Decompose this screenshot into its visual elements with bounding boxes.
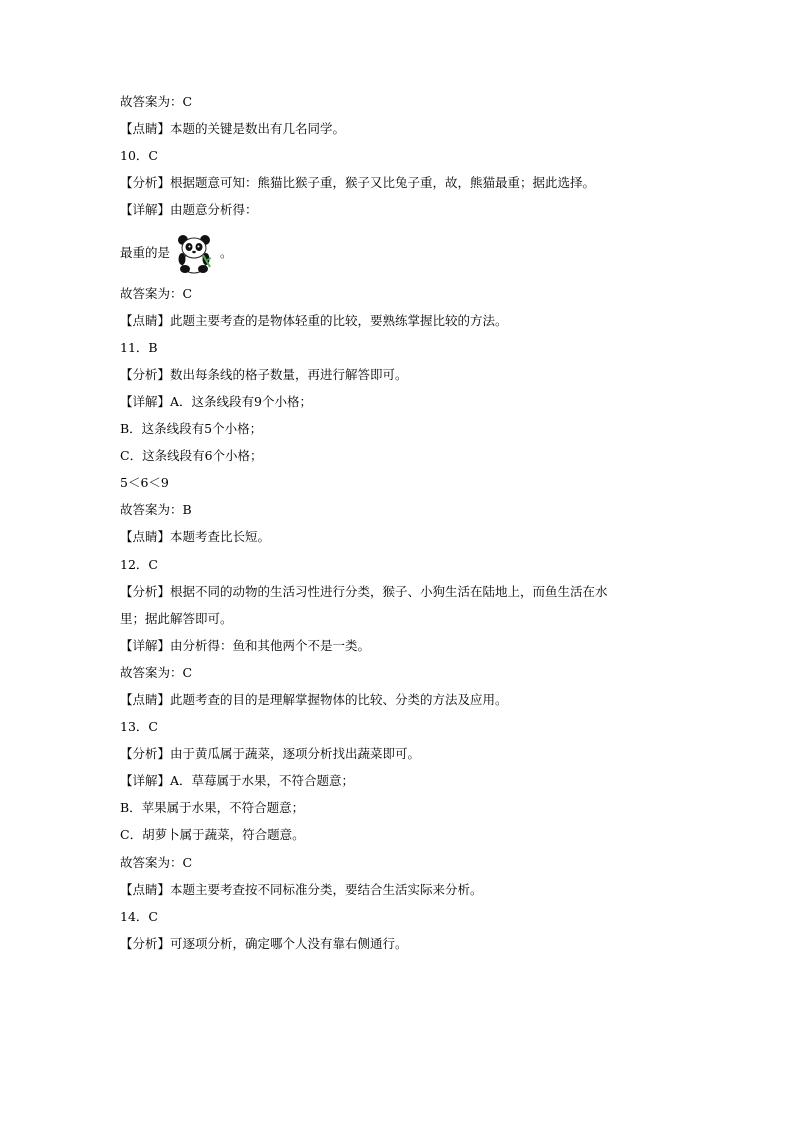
heaviest-line	[120, 232, 233, 275]
answer-line: 故答案为：C	[120, 286, 193, 301]
question-number: 12．C	[120, 557, 158, 572]
option-b-line: B．这条线段有5个小格；	[120, 421, 263, 436]
answer-line: 故答案为：C	[120, 855, 193, 870]
analysis-line: 【分析】可逐项分析，确定哪个人没有靠右侧通行。	[120, 936, 408, 951]
comment-line: 【点睛】此题主要考查的是物体轻重的比较，要熟练掌握比较的方法。	[120, 313, 508, 328]
detail-line: 【详解】A．草莓属于水果，不符合题意；	[120, 773, 355, 788]
answer-line: 故答案为：B	[120, 502, 192, 517]
question-number: 11．B	[120, 340, 158, 355]
heaviest-end: 。	[220, 245, 233, 260]
comment-line: 【点睛】本题主要考查按不同标准分类，要结合生活实际来分析。	[120, 882, 483, 897]
analysis-line: 【分析】由于黄瓜属于蔬菜，逐项分析找出蔬菜即可。	[120, 746, 421, 761]
analysis-line: 【分析】根据不同的动物的生活习性进行分类，猴子、小狗生活在陆地上，而鱼生活在水	[120, 584, 608, 599]
comment-line: 【点睛】此题考查的目的是理解掌握物体的比较、分类的方法及应用。	[120, 692, 508, 707]
option-b-line: B．苹果属于水果，不符合题意；	[120, 800, 305, 815]
analysis-line-cont: 里；据此解答即可。	[120, 611, 233, 626]
question-number: 10．C	[120, 148, 158, 163]
option-c-line: C．这条线段有6个小格；	[120, 448, 263, 463]
question-number: 14．C	[120, 909, 158, 924]
heaviest-label: 最重的是	[120, 245, 171, 260]
question-number: 13．C	[120, 719, 158, 734]
comment-line: 【点睛】本题考查比长短。	[120, 529, 271, 544]
option-c-line: C．胡萝卜属于蔬菜，符合题意。	[120, 827, 305, 842]
comment-line: 【点睛】本题的关键是数出有几名同学。	[120, 121, 346, 136]
detail-line: 【详解】A．这条线段有9个小格；	[120, 394, 312, 409]
analysis-line: 【分析】数出每条线的格子数量，再进行解答即可。	[120, 367, 408, 382]
detail-line: 【详解】由分析得：鱼和其他两个不是一类。	[120, 638, 371, 653]
panda-icon	[174, 233, 214, 275]
analysis-line: 【分析】根据题意可知：熊猫比猴子重，猴子又比兔子重，故，熊猫最重；据此选择。	[120, 175, 596, 190]
detail-line: 【详解】由题意分析得：	[120, 202, 258, 217]
answer-line: 故答案为：C	[120, 94, 193, 109]
comparison-line: 5＜6＜9	[120, 475, 169, 490]
answer-line: 故答案为：C	[120, 665, 193, 680]
